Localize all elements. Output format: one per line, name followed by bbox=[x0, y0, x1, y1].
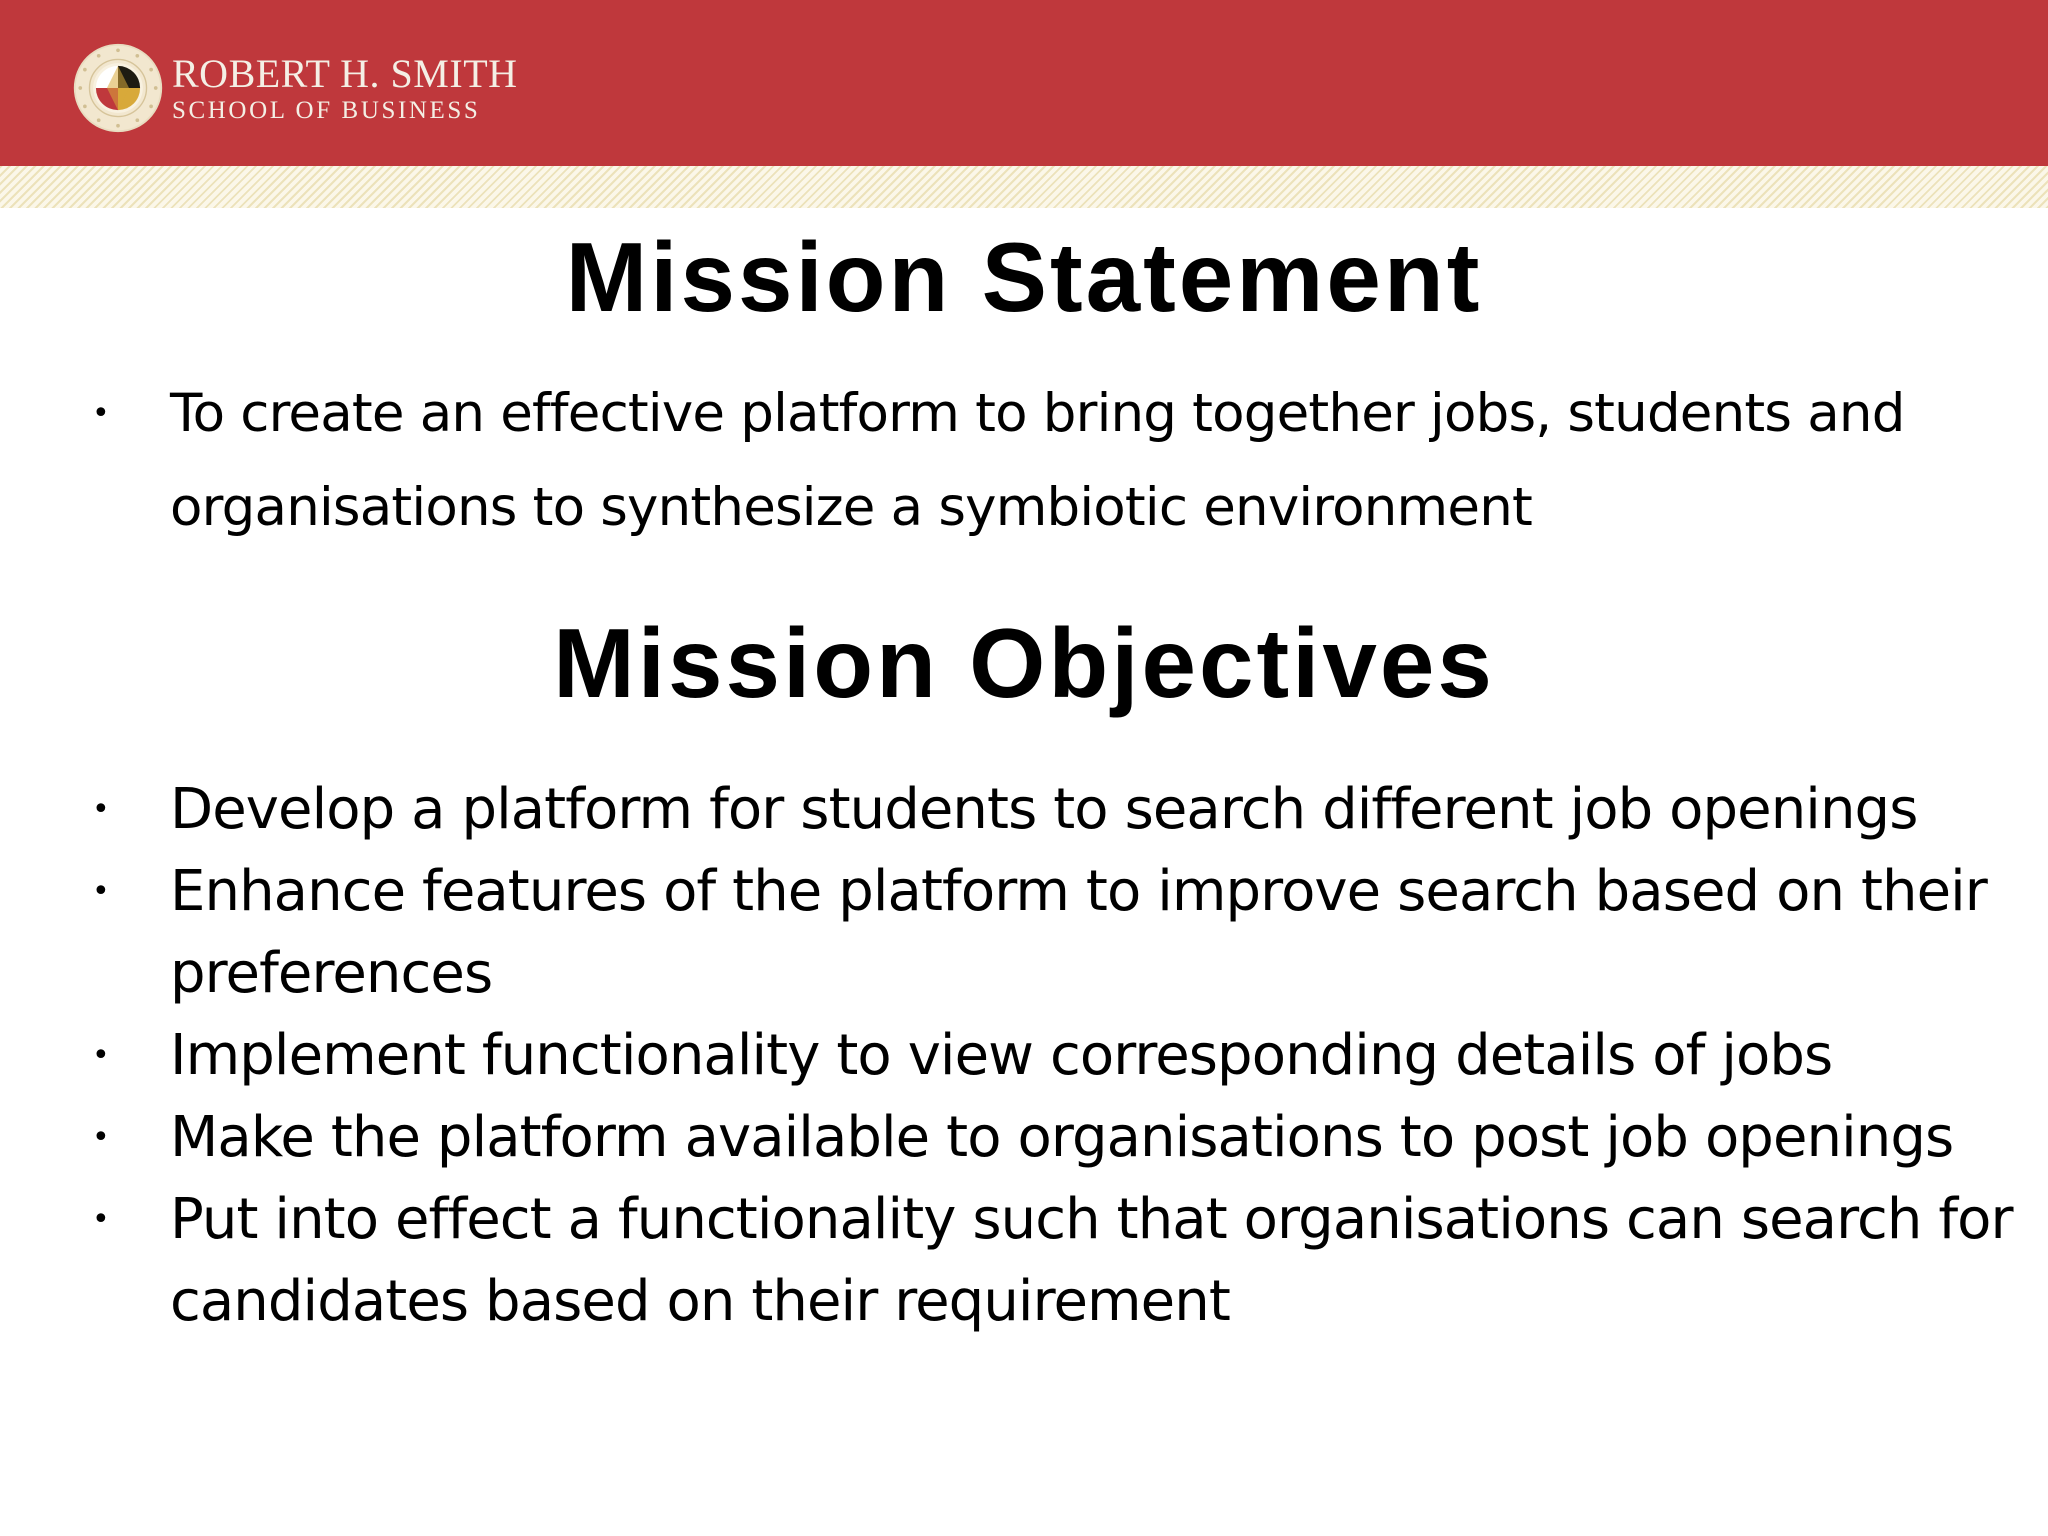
mission-objectives-list bbox=[0, 769, 2048, 1343]
logo-school-name: ROBERT H. SMITH bbox=[172, 50, 518, 96]
school-logo bbox=[72, 38, 518, 138]
objective-bullet: • Implement functionality to view corresponding details of jobs bbox=[0, 1015, 2048, 1097]
mission-objectives-title: Mission Objectives bbox=[553, 608, 1495, 718]
mission-statement-title: Mission Statement bbox=[565, 222, 1483, 332]
header-banner bbox=[0, 0, 2048, 166]
objective-bullet: • Put into effect a functionality such that organisations can search for candidates based on their requirement bbox=[0, 1179, 2048, 1343]
objective-bullet: • Make the platform available to organisations to post job openings bbox=[0, 1097, 2048, 1179]
objective-bullet: • Develop a platform for students to search different job openings bbox=[0, 769, 2048, 851]
header-stripe-band bbox=[0, 166, 2048, 208]
university-seal-icon bbox=[72, 42, 164, 134]
mission-statement-list bbox=[0, 367, 2048, 555]
statement-bullet: • To create an effective platform to bring together jobs, students and organisations to synthesize a symbiotic environment bbox=[0, 367, 2048, 555]
logo-school-subtitle: SCHOOL OF BUSINESS bbox=[172, 96, 481, 124]
logo-text bbox=[172, 50, 518, 124]
objective-bullet: • Enhance features of the platform to improve search based on their preferences bbox=[0, 851, 2048, 1015]
